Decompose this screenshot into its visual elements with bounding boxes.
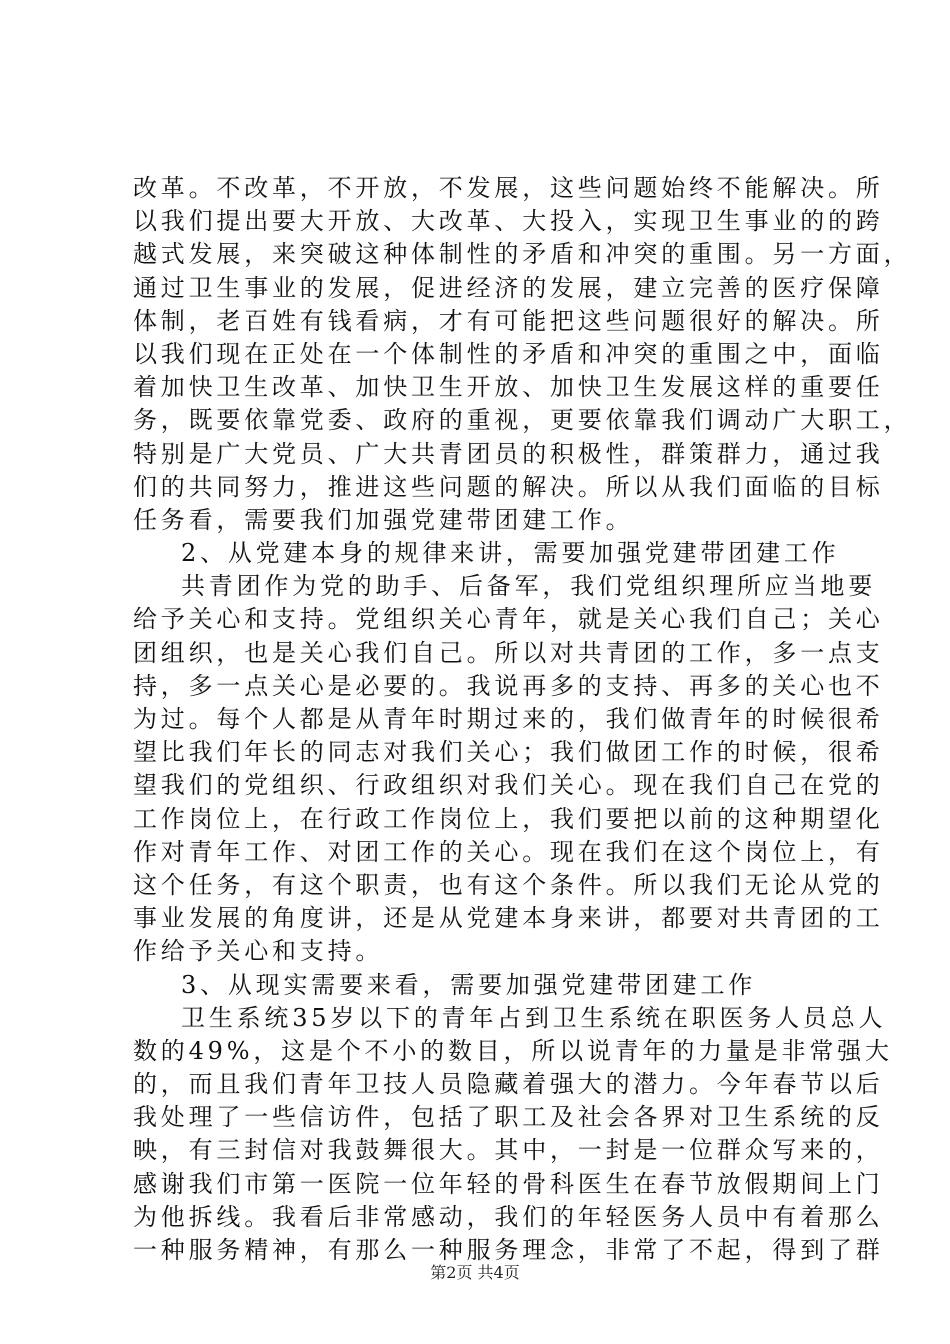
text-line: 的，而且我们青年卫技人员隐藏着强大的潜力。今年春节以后: [133, 1070, 884, 1099]
text-line: 为他拆线。我看后非常感动，我们的年轻医务人员中有着那么: [133, 1202, 884, 1231]
paragraph-start-line: 卫生系统35岁以下的青年占到卫生系统在职医务人员总人: [181, 1003, 887, 1032]
text-line: 通过卫生事业的发展，促进经济的发展，建立完善的医疗保障: [133, 273, 884, 302]
text-line: 这个任务，有这个职责，也有这个条件。所以我们无论从党的: [133, 870, 884, 899]
text-line: 一种服务精神，有那么一种服务理念，非常了不起，得到了群: [133, 1236, 884, 1264]
text-line: 体制，老百姓有钱看病，才有可能把这些问题很好的解决。所: [133, 306, 884, 335]
text-line: 为过。每个人都是从青年时期过来的，我们做青年的时候很希: [133, 705, 884, 733]
text-line: 作对青年工作、对团工作的关心。现在我们在这个岗位上，有: [133, 837, 884, 866]
text-line: 越式发展，来突破这种体制性的矛盾和冲突的重围。另一方面，: [133, 240, 912, 269]
text-line: 务，既要依靠党委、政府的重视，更要依靠我们调动广大职工，: [133, 406, 912, 435]
document-body: [133, 172, 912, 1267]
text-line: 们的共同努力，推进这些问题的解决。所以从我们面临的目标: [133, 472, 884, 501]
text-line: 给予关心和支持。党组织关心青年，就是关心我们自己；关心: [133, 605, 884, 634]
text-line: 我处理了一些信访件，包括了职工及社会各界对卫生系统的反: [133, 1103, 884, 1132]
text-line: 任务看，需要我们加强党建带团建工作。: [133, 505, 634, 534]
text-line: 持，多一点关心是必要的。我说再多的支持、再多的关心也不: [133, 671, 884, 700]
text-line: 特别是广大党员、广大共青团员的积极性，群策群力，通过我: [133, 439, 884, 468]
text-line: 数的49%，这是个不小的数目，所以说青年的力量是非常强大: [133, 1036, 893, 1065]
text-line: 望比我们年长的同志对我们关心；我们做团工作的时候，很希: [133, 738, 884, 767]
text-line: 着加快卫生改革、加快卫生开放、加快卫生发展这样的重要任: [133, 373, 884, 402]
text-line: 望我们的党组织、行政组织对我们关心。现在我们自己在党的: [133, 771, 884, 800]
text-line: 团组织，也是关心我们自己。所以对共青团的工作，多一点支: [133, 638, 884, 667]
text-line: 改革。不改革，不开放，不发展，这些问题始终不能解决。所: [133, 174, 884, 202]
text-line: 映，有三封信对我鼓舞很大。其中，一封是一位群众写来的，: [133, 1136, 884, 1165]
section-heading: 3、从现实需要来看，需要加强党建带团建工作: [181, 970, 757, 999]
page-number-footer: 第2页 共4页: [430, 1263, 520, 1282]
section-heading: 2、从党建本身的规律来讲，需要加强党建带团建工作: [181, 539, 840, 568]
text-line: 事业发展的角度讲，还是从党建本身来讲，都要对共青团的工: [133, 904, 884, 933]
text-line: 感谢我们市第一医院一位年轻的骨科医生在春节放假期间上门: [133, 1169, 884, 1198]
text-line: 工作岗位上，在行政工作岗位上，我们要把以前的这种期望化: [133, 804, 884, 833]
text-line: 作给予关心和支持。: [133, 937, 384, 966]
text-line: 以我们现在正处在一个体制性的矛盾和冲突的重围之中，面临: [133, 339, 884, 368]
text-line: 以我们提出要大开放、大改革、大投入，实现卫生事业的的跨: [133, 207, 884, 236]
paragraph-start-line: 共青团作为党的助手、后备军，我们党组织理所应当地要: [181, 572, 876, 601]
